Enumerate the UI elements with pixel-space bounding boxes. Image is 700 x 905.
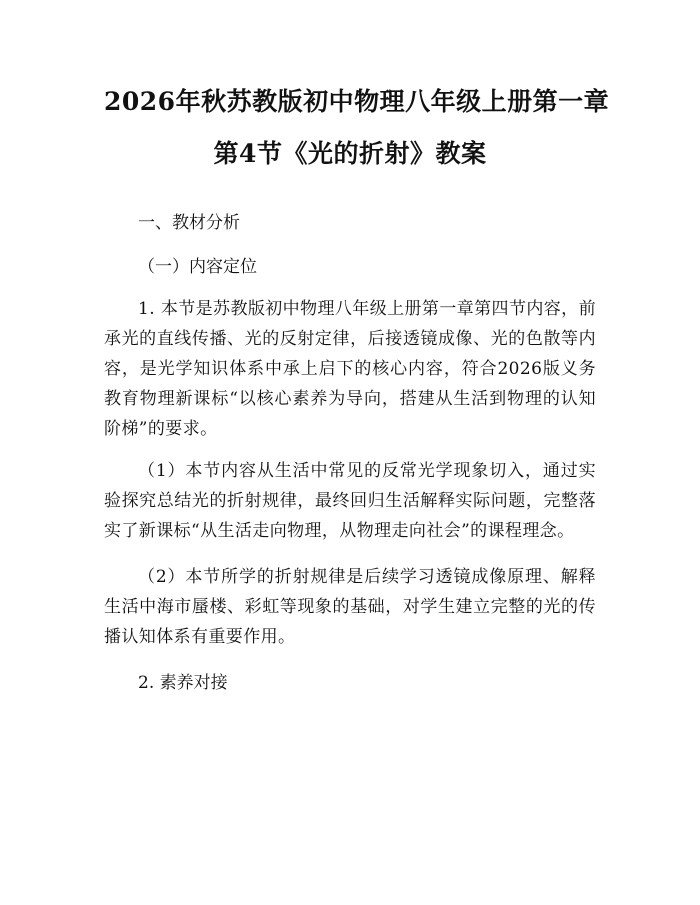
- section-heading-textbook-analysis: 一、教材分析: [138, 213, 240, 233]
- document-title: [104, 78, 610, 178]
- item-heading-literacy-alignment: 2. 素养对接: [138, 673, 228, 693]
- subsection-heading-content-positioning: （一）内容定位: [138, 257, 257, 277]
- title-line-1: 2026年秋苏教版初中物理八年级上册第一章: [104, 87, 610, 116]
- paragraph-2: （1）本节内容从生活中常见的反常光学现象切入，通过实验探究总结光的折射规律，最终回归生活解释实际问题，完整落实了新课标“从生活走向物理，从物理走向社会”的课程理念。: [104, 461, 596, 541]
- paragraph-1: 1. 本节是苏教版初中物理八年级上册第一章第四节内容，前承光的直线传播、光的反射定律，后接透镜成像、光的色散等内容，是光学知识体系中承上启下的核心内容，符合2026版义务教育物理新课标“以核心素养为导向，搭建从生活到物理的认知阶梯”的要求。: [104, 299, 596, 439]
- paragraph-3: （2）本节所学的折射规律是后续学习透镜成像原理、解释生活中海市蜃楼、彩虹等现象的基础，对学生建立完整的光的传播认知体系有重要作用。: [104, 567, 596, 647]
- title-line-2: 第4节《光的折射》教案: [213, 139, 487, 168]
